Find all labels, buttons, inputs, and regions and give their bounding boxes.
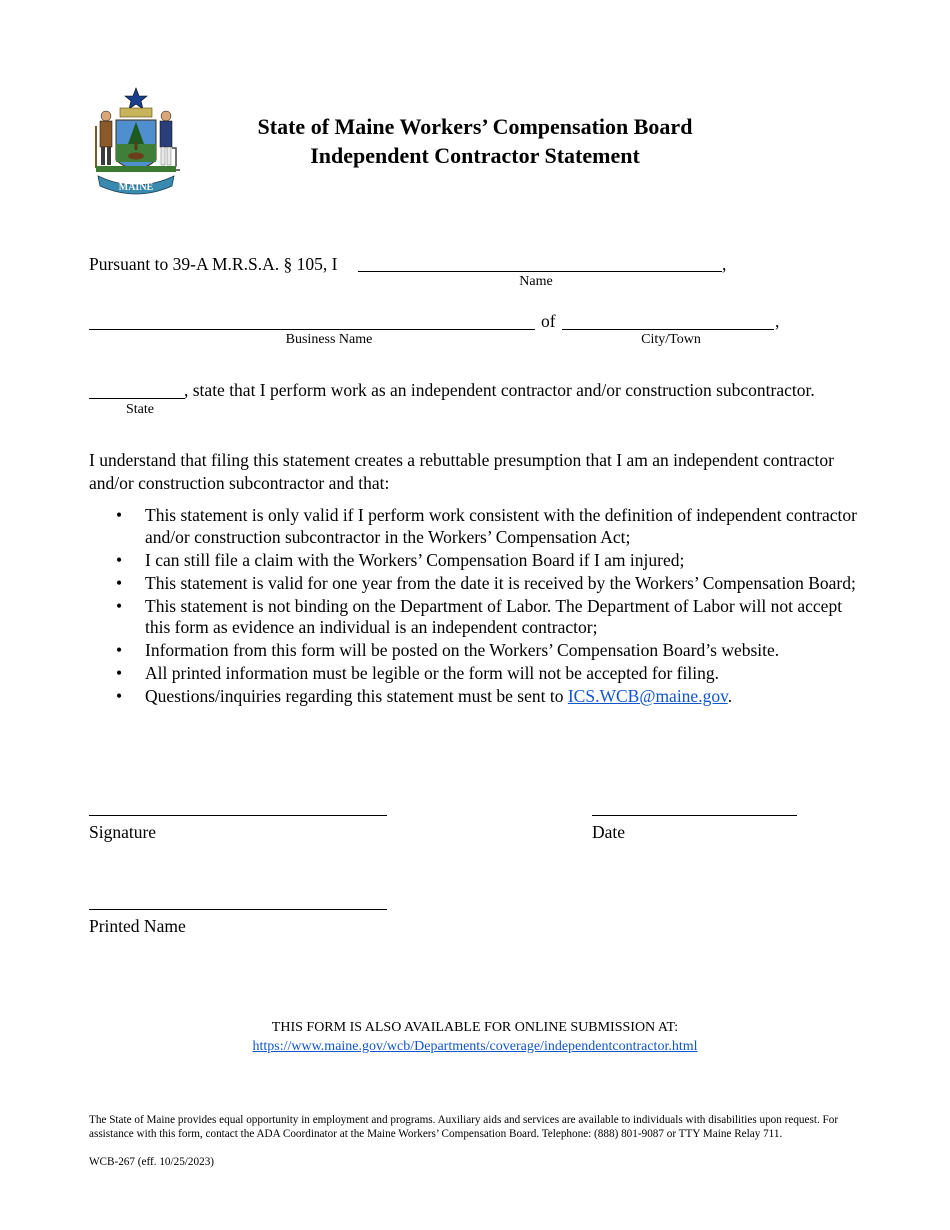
city-town-field[interactable] bbox=[562, 329, 774, 330]
business-name-field[interactable] bbox=[89, 329, 535, 330]
signature-field[interactable] bbox=[89, 815, 387, 816]
bullet-icon: • bbox=[116, 572, 123, 593]
list-item bbox=[89, 573, 859, 595]
state-seal-logo bbox=[92, 86, 180, 198]
name-caption: Name bbox=[519, 274, 553, 289]
bullet-icon: • bbox=[116, 663, 123, 683]
of-text: of bbox=[541, 311, 556, 331]
list-item-text: This statement is only valid if I perform work consistent with the definition of independent contractor and/or construction subcontractor in the Workers’ Compensation Act; bbox=[145, 505, 857, 547]
list-item bbox=[89, 686, 859, 708]
form-title-line1: State of Maine Workers’ Compensation Board bbox=[257, 114, 693, 139]
state-statement-text: , state that I perform work as an independent contractor and/or construction subcontractor. bbox=[184, 380, 815, 400]
printed-name-field[interactable] bbox=[89, 909, 387, 910]
statute-prefix-text: Pursuant to 39-A M.R.S.A. § 105, I bbox=[89, 254, 338, 274]
form-title-line2: Independent Contractor Statement bbox=[310, 143, 640, 168]
name-field[interactable] bbox=[358, 271, 722, 272]
city-town-caption: City/Town bbox=[641, 332, 701, 347]
online-submission-heading: THIS FORM IS ALSO AVAILABLE FOR ONLINE SUBMISSION AT: bbox=[271, 1020, 679, 1035]
list-item bbox=[89, 640, 859, 662]
online-submission-link[interactable]: https://www.maine.gov/wcb/Departments/coverage/independentcontractor.html bbox=[252, 1039, 698, 1054]
city-comma: , bbox=[775, 311, 780, 331]
date-field[interactable] bbox=[592, 815, 797, 816]
bullet-icon: • bbox=[116, 686, 123, 706]
equal-opportunity-notice: The State of Maine provides equal opportunity in employment and programs. Auxiliary aids and services are available to individuals with disabilities upon request. For assistance with this form, contact the ADA Coordinator at the Maine Workers’ Compensation Board. Telephone: (888) 801-9087 or TTY Maine Relay 711. bbox=[89, 1114, 839, 1140]
signature-label: Signature bbox=[89, 822, 157, 842]
bullet-icon: • bbox=[116, 505, 123, 525]
presumption-paragraph: I understand that filing this statement creates a rebuttable presumption that I am an independent contractor and/or construction subcontractor and that: bbox=[89, 450, 834, 493]
name-comma: , bbox=[722, 254, 727, 274]
list-item bbox=[89, 505, 859, 548]
list-item-text: Information from this form will be posted on the Workers’ Compensation Board’s website. bbox=[145, 640, 780, 660]
conditions-list bbox=[89, 505, 859, 709]
state-caption: State bbox=[126, 402, 154, 417]
list-item-text: All printed information must be legible or the form will not be accepted for filing. bbox=[145, 663, 719, 683]
list-item bbox=[89, 663, 859, 685]
contact-email-link[interactable]: ICS.WCB@maine.gov bbox=[567, 686, 728, 706]
state-field[interactable] bbox=[89, 398, 185, 399]
list-item bbox=[89, 550, 859, 572]
list-item-text: I can still file a claim with the Workers’ Compensation Board if I am injured; bbox=[145, 549, 685, 570]
bullet-icon: • bbox=[116, 640, 123, 660]
printed-name-label: Printed Name bbox=[89, 916, 186, 936]
contact-prefix-text: Questions/inquiries regarding this statement must be sent to bbox=[145, 686, 568, 706]
contact-suffix-text: . bbox=[727, 686, 733, 706]
seal-text: MAINE bbox=[118, 182, 154, 193]
business-name-caption: Business Name bbox=[285, 332, 373, 347]
list-item bbox=[89, 596, 859, 639]
form-id: WCB-267 (eff. 10/25/2023) bbox=[89, 1156, 215, 1168]
bullet-icon: • bbox=[116, 549, 123, 570]
bullet-icon: • bbox=[116, 595, 123, 616]
list-item-text: This statement is valid for one year from the date it is received by the Workers’ Compensation Board; bbox=[145, 572, 856, 593]
date-label: Date bbox=[592, 822, 626, 842]
list-item-text: This statement is not binding on the Department of Labor. The Department of Labor will not accept this form as evidence an individual is an independent contractor; bbox=[145, 595, 843, 637]
